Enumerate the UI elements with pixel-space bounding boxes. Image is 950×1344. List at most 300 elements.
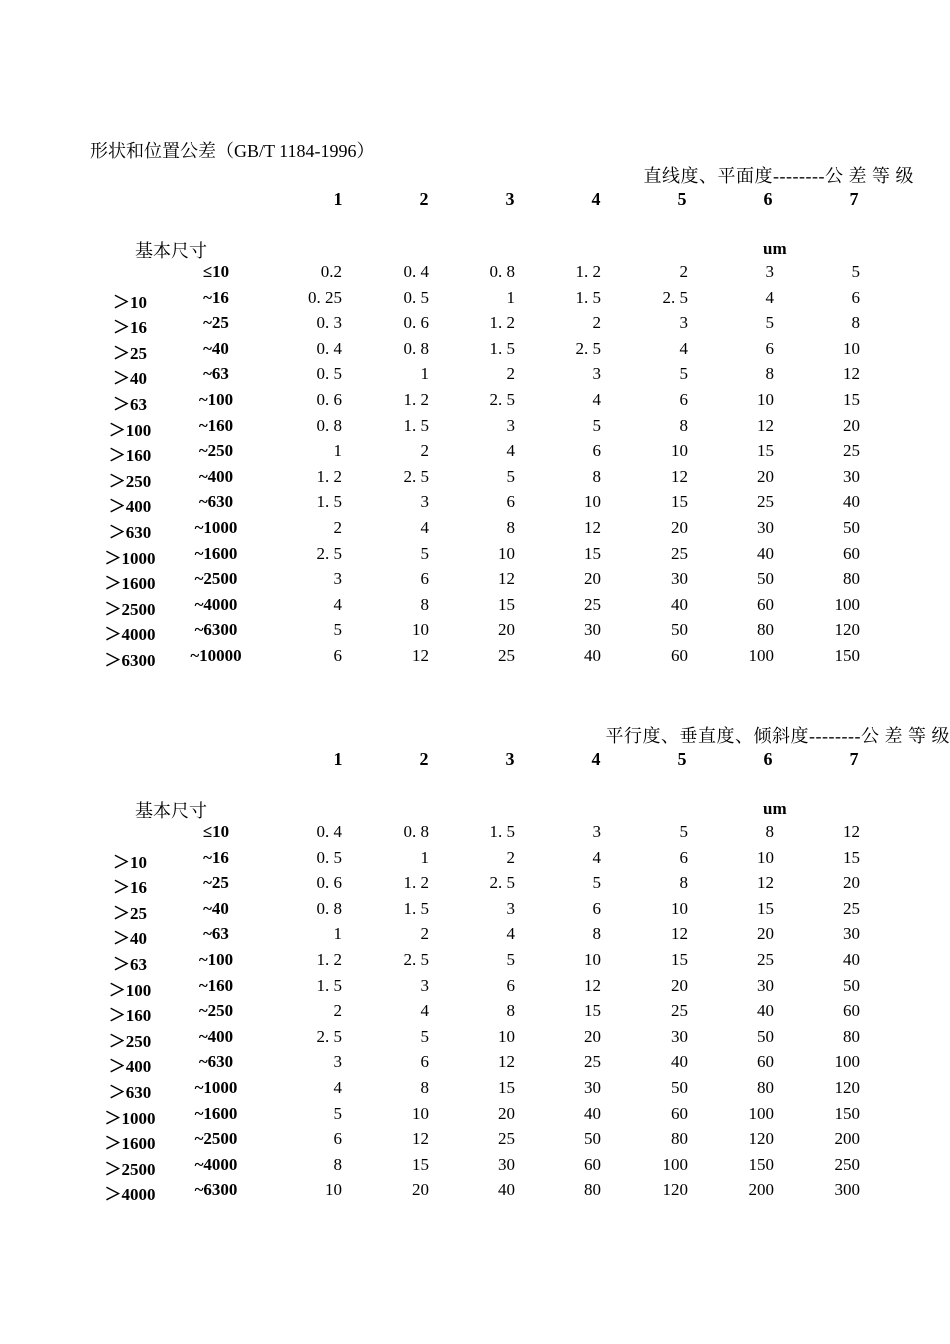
tolerance-value: 4 xyxy=(592,390,601,409)
tolerance-value: 12 xyxy=(843,364,860,384)
size-from: ＞25 xyxy=(113,903,147,923)
tolerance-value: 2 xyxy=(592,313,601,333)
tolerance-value: 12 xyxy=(498,569,515,589)
size-to: ~160 xyxy=(198,415,234,435)
table-row xyxy=(0,1027,950,1052)
tolerance-value: 120 xyxy=(748,1129,774,1149)
size-to: ~160 xyxy=(198,975,234,995)
tolerance-value: 15 xyxy=(671,950,688,969)
grade-7: 7 xyxy=(849,749,859,769)
tolerance-value: 1. 5 xyxy=(403,898,429,918)
tolerance-value: 2. 5 xyxy=(316,1026,342,1046)
tolerance-value: 5 xyxy=(420,543,429,563)
table-row xyxy=(0,416,950,441)
tolerance-value: 25 xyxy=(671,543,688,563)
size-to: ~40 xyxy=(203,338,229,358)
size-to: ~630 xyxy=(198,1052,234,1072)
tolerance-value: 2 xyxy=(679,262,688,281)
tolerance-value: 15 xyxy=(757,898,774,918)
tolerance-value: 6 xyxy=(333,1129,342,1149)
tolerance-value: 100 xyxy=(834,594,860,614)
tolerance-value: 80 xyxy=(757,1078,774,1097)
size-from: ＞1600 xyxy=(104,1134,156,1154)
size-to: ≤10 xyxy=(202,262,230,281)
size-from: ＞16 xyxy=(113,318,147,338)
tolerance-value: 0. 5 xyxy=(403,287,429,307)
tolerance-value: 1. 2 xyxy=(575,262,601,281)
tolerance-value: 3 xyxy=(679,313,688,333)
tolerance-value: 50 xyxy=(843,518,860,537)
size-to: ~2500 xyxy=(194,569,238,589)
tolerance-value: 3 xyxy=(333,1052,342,1072)
tolerance-value: 50 xyxy=(671,1078,688,1097)
table-row xyxy=(0,595,950,620)
tolerance-value: 150 xyxy=(748,1154,774,1174)
table-row xyxy=(0,1104,950,1129)
size-from: ＞40 xyxy=(113,369,147,389)
tolerance-value: 10 xyxy=(584,492,601,512)
tolerance-value: 8 xyxy=(679,415,688,435)
tolerance-value: 10 xyxy=(671,441,688,461)
size-from: ＞250 xyxy=(108,471,152,491)
tolerance-value: 10 xyxy=(671,898,688,918)
size-from: ＞2500 xyxy=(104,599,156,619)
tolerance-value: 20 xyxy=(412,1180,429,1200)
tolerance-value: 1. 5 xyxy=(316,492,342,512)
tolerance-value: 50 xyxy=(757,1026,774,1046)
table-row xyxy=(0,1001,950,1026)
size-to: ~1600 xyxy=(194,1103,238,1123)
tolerance-value: 30 xyxy=(584,1078,601,1097)
size-from: ＞4000 xyxy=(104,1185,156,1205)
tolerance-value: 10 xyxy=(757,390,774,409)
size-to: ~63 xyxy=(203,364,229,384)
tolerance-value: 20 xyxy=(498,1103,515,1123)
grade-4: 4 xyxy=(591,749,601,769)
tolerance-value: 20 xyxy=(584,569,601,589)
tolerance-value: 8 xyxy=(592,924,601,944)
table-row xyxy=(0,364,950,389)
tolerance-value: 25 xyxy=(843,441,860,461)
size-to: ~63 xyxy=(203,924,229,944)
tolerance-value: 1. 2 xyxy=(403,390,429,409)
tolerance-value: 80 xyxy=(671,1129,688,1149)
tolerance-value: 100 xyxy=(748,1103,774,1123)
tolerance-value: 0. 8 xyxy=(489,262,515,281)
grade-5: 5 xyxy=(677,189,687,209)
grade-1: 1 xyxy=(333,749,343,769)
tolerance-value: 5 xyxy=(592,873,601,893)
table-row xyxy=(0,924,950,949)
tolerance-value: 8 xyxy=(506,1001,515,1021)
tolerance-value: 100 xyxy=(748,646,774,665)
tolerance-value: 3 xyxy=(420,975,429,995)
size-to: ~25 xyxy=(203,873,229,893)
tolerance-value: 50 xyxy=(584,1129,601,1149)
table-row xyxy=(0,492,950,517)
tolerance-value: 25 xyxy=(498,646,515,665)
tolerance-value: 5 xyxy=(333,620,342,640)
tolerance-value: 15 xyxy=(498,594,515,614)
grade-2: 2 xyxy=(419,189,429,209)
grade-7: 7 xyxy=(849,189,859,209)
tolerance-value: 2 xyxy=(420,441,429,461)
tolerance-value: 2. 5 xyxy=(489,390,515,409)
tolerance-value: 4 xyxy=(506,441,515,461)
section-1-title: 直线度、平面度--------公 差 等 级 xyxy=(643,166,914,186)
table-row xyxy=(0,390,950,415)
tolerance-value: 4 xyxy=(765,287,774,307)
tolerance-value: 10 xyxy=(498,543,515,563)
tolerance-value: 12 xyxy=(757,415,774,435)
tolerance-value: 200 xyxy=(834,1129,860,1149)
tolerance-value: 2. 5 xyxy=(575,338,601,358)
tolerance-value: 40 xyxy=(498,1180,515,1200)
tolerance-value: 120 xyxy=(662,1180,688,1200)
table-row xyxy=(0,569,950,594)
tolerance-value: 6 xyxy=(592,898,601,918)
size-to: ~1600 xyxy=(194,543,238,563)
table-row xyxy=(0,899,950,924)
table-row xyxy=(0,1129,950,1154)
table-row xyxy=(0,313,950,338)
tolerance-value: 0. 25 xyxy=(308,287,342,307)
tolerance-value: 5 xyxy=(851,262,860,281)
tolerance-value: 25 xyxy=(584,594,601,614)
tolerance-value: 12 xyxy=(671,466,688,486)
size-to: ~2500 xyxy=(194,1129,238,1149)
size-from: ＞400 xyxy=(108,497,152,517)
tolerance-value: 40 xyxy=(757,1001,774,1021)
tolerance-value: 0. 6 xyxy=(403,313,429,333)
tolerance-value: 250 xyxy=(834,1154,860,1174)
size-to: ~40 xyxy=(203,898,229,918)
tolerance-value: 0. 3 xyxy=(316,313,342,333)
tolerance-value: 2. 5 xyxy=(316,543,342,563)
tolerance-value: 25 xyxy=(757,492,774,512)
tolerance-value: 6 xyxy=(333,646,342,665)
size-from: ＞40 xyxy=(113,929,147,949)
tolerance-value: 10 xyxy=(412,1103,429,1123)
table-row xyxy=(0,1078,950,1103)
tolerance-value: 25 xyxy=(671,1001,688,1021)
tolerance-value: 8 xyxy=(506,518,515,537)
size-to: ~4000 xyxy=(194,594,238,614)
size-to: ~100 xyxy=(198,390,234,409)
tolerance-value: 2. 5 xyxy=(662,287,688,307)
tolerance-value: 10 xyxy=(757,847,774,867)
tolerance-value: 6 xyxy=(506,975,515,995)
tolerance-value: 50 xyxy=(843,975,860,995)
tolerance-value: 80 xyxy=(843,1026,860,1046)
tolerance-value: 1. 5 xyxy=(575,287,601,307)
grade-6: 6 xyxy=(763,749,773,769)
tolerance-value: 5 xyxy=(506,466,515,486)
tolerance-value: 6 xyxy=(420,1052,429,1072)
section-1-base-size-label: 基本尺寸 xyxy=(135,241,207,261)
size-to: ~630 xyxy=(198,492,234,512)
tolerance-value: 1 xyxy=(333,924,342,944)
tolerance-value: 60 xyxy=(757,594,774,614)
tolerance-value: 0. 4 xyxy=(316,338,342,358)
tolerance-value: 3 xyxy=(765,262,774,281)
size-from: ＞25 xyxy=(113,343,147,363)
tolerance-value: 1. 5 xyxy=(489,822,515,841)
tolerance-value: 1. 5 xyxy=(403,415,429,435)
table-row xyxy=(0,873,950,898)
tolerance-value: 1. 2 xyxy=(489,313,515,333)
tolerance-value: 3 xyxy=(420,492,429,512)
size-from: ＞630 xyxy=(108,1083,152,1102)
tolerance-value: 20 xyxy=(843,415,860,435)
size-to: ~250 xyxy=(198,1001,234,1021)
size-to: ≤10 xyxy=(202,822,230,841)
tolerance-value: 8 xyxy=(765,364,774,384)
tolerance-value: 2 xyxy=(506,847,515,867)
tolerance-value: 8 xyxy=(851,313,860,333)
tolerance-value: 1. 2 xyxy=(316,466,342,486)
tolerance-value: 60 xyxy=(757,1052,774,1072)
table-row xyxy=(0,620,950,645)
tolerance-value: 25 xyxy=(757,950,774,969)
tolerance-value: 2 xyxy=(333,1001,342,1021)
section-2-base-size-label: 基本尺寸 xyxy=(135,801,207,821)
size-from: ＞10 xyxy=(113,292,147,312)
tolerance-value: 150 xyxy=(834,646,860,665)
tolerance-value: 8 xyxy=(765,822,774,841)
tolerance-value: 1 xyxy=(420,847,429,867)
tolerance-value: 5 xyxy=(506,950,515,969)
tolerance-value: 0. 6 xyxy=(316,873,342,893)
tolerance-value: 5 xyxy=(592,415,601,435)
tolerance-value: 0. 4 xyxy=(316,822,342,841)
size-from: ＞1000 xyxy=(104,548,156,568)
tolerance-value: 5 xyxy=(420,1026,429,1046)
tolerance-value: 8 xyxy=(420,1078,429,1097)
tolerance-value: 6 xyxy=(851,287,860,307)
table-row xyxy=(0,262,950,287)
tolerance-value: 0. 5 xyxy=(316,364,342,384)
tolerance-value: 30 xyxy=(757,518,774,537)
tolerance-value: 40 xyxy=(757,543,774,563)
tolerance-value: 25 xyxy=(498,1129,515,1149)
tolerance-value: 30 xyxy=(584,620,601,640)
tolerance-value: 20 xyxy=(671,975,688,995)
table-row xyxy=(0,544,950,569)
tolerance-value: 25 xyxy=(584,1052,601,1072)
tolerance-value: 12 xyxy=(843,822,860,841)
grade-3: 3 xyxy=(505,749,515,769)
tolerance-value: 15 xyxy=(843,847,860,867)
size-to: ~100 xyxy=(198,950,234,969)
tolerance-value: 30 xyxy=(671,1026,688,1046)
size-to: ~25 xyxy=(203,313,229,333)
tolerance-value: 15 xyxy=(843,390,860,409)
tolerance-value: 6 xyxy=(679,390,688,409)
size-to: ~1000 xyxy=(194,1078,238,1097)
tolerance-value: 0. 8 xyxy=(316,898,342,918)
tolerance-value: 2. 5 xyxy=(403,950,429,969)
tolerance-value: 100 xyxy=(662,1154,688,1174)
tolerance-value: 25 xyxy=(843,898,860,918)
tolerance-value: 20 xyxy=(584,1026,601,1046)
tolerance-value: 10 xyxy=(843,338,860,358)
tolerance-value: 4 xyxy=(506,924,515,944)
tolerance-value: 1 xyxy=(420,364,429,384)
tolerance-value: 80 xyxy=(584,1180,601,1200)
tolerance-value: 5 xyxy=(333,1103,342,1123)
tolerance-value: 1 xyxy=(333,441,342,461)
table-row xyxy=(0,976,950,1001)
tolerance-value: 4 xyxy=(420,518,429,537)
tolerance-value: 0. 4 xyxy=(403,262,429,281)
tolerance-value: 4 xyxy=(592,847,601,867)
size-to: ~6300 xyxy=(194,1180,238,1200)
tolerance-value: 15 xyxy=(757,441,774,461)
tolerance-value: 12 xyxy=(757,873,774,893)
tolerance-value: 50 xyxy=(757,569,774,589)
tolerance-value: 2 xyxy=(420,924,429,944)
tolerance-value: 8 xyxy=(333,1154,342,1174)
tolerance-value: 200 xyxy=(748,1180,774,1200)
table-row xyxy=(0,646,950,671)
tolerance-value: 8 xyxy=(592,466,601,486)
size-to: ~400 xyxy=(198,1026,234,1046)
tolerance-value: 150 xyxy=(834,1103,860,1123)
tolerance-value: 0. 8 xyxy=(403,822,429,841)
tolerance-value: 6 xyxy=(420,569,429,589)
tolerance-value: 1. 5 xyxy=(316,975,342,995)
tolerance-value: 40 xyxy=(584,646,601,665)
tolerance-value: 4 xyxy=(420,1001,429,1021)
tolerance-value: 0. 5 xyxy=(316,847,342,867)
tolerance-value: 12 xyxy=(412,1129,429,1149)
size-from: ＞1000 xyxy=(104,1108,156,1128)
tolerance-value: 6 xyxy=(592,441,601,461)
table-row xyxy=(0,518,950,543)
table-row xyxy=(0,1180,950,1205)
section-1-unit: um xyxy=(763,239,787,258)
tolerance-value: 30 xyxy=(498,1154,515,1174)
tolerance-value: 1. 5 xyxy=(489,338,515,358)
tolerance-value: 20 xyxy=(757,924,774,944)
tolerance-value: 6 xyxy=(765,338,774,358)
tolerance-value: 40 xyxy=(584,1103,601,1123)
table-row xyxy=(0,339,950,364)
table-row xyxy=(0,822,950,847)
tolerance-value: 3 xyxy=(592,822,601,841)
size-to: ~16 xyxy=(203,287,229,307)
tolerance-value: 15 xyxy=(498,1078,515,1097)
grade-4: 4 xyxy=(591,189,601,209)
tolerance-value: 80 xyxy=(843,569,860,589)
tolerance-value: 60 xyxy=(671,1103,688,1123)
tolerance-value: 50 xyxy=(671,620,688,640)
tolerance-value: 6 xyxy=(679,847,688,867)
tolerance-value: 15 xyxy=(671,492,688,512)
tolerance-value: 3 xyxy=(506,415,515,435)
tolerance-value: 10 xyxy=(498,1026,515,1046)
tolerance-value: 20 xyxy=(757,466,774,486)
tolerance-value: 8 xyxy=(420,594,429,614)
tolerance-value: 120 xyxy=(834,1078,860,1097)
size-from: ＞16 xyxy=(113,878,147,898)
grade-3: 3 xyxy=(505,189,515,209)
size-from: ＞63 xyxy=(113,395,147,414)
tolerance-value: 4 xyxy=(333,1078,342,1097)
size-from: ＞160 xyxy=(108,446,152,466)
tolerance-value: 6 xyxy=(506,492,515,512)
tolerance-value: 60 xyxy=(843,1001,860,1021)
tolerance-value: 12 xyxy=(412,646,429,665)
tolerance-value: 10 xyxy=(412,620,429,640)
tolerance-value: 60 xyxy=(584,1154,601,1174)
tolerance-value: 12 xyxy=(584,518,601,537)
tolerance-value: 40 xyxy=(671,594,688,614)
tolerance-value: 0.2 xyxy=(320,262,342,281)
size-to: ~4000 xyxy=(194,1154,238,1174)
tolerance-value: 30 xyxy=(843,924,860,944)
tolerance-value: 40 xyxy=(843,492,860,512)
tolerance-value: 15 xyxy=(584,543,601,563)
tolerance-value: 20 xyxy=(671,518,688,537)
table-row xyxy=(0,848,950,873)
tolerance-value: 60 xyxy=(843,543,860,563)
size-to: ~10000 xyxy=(190,646,242,665)
tolerance-value: 40 xyxy=(671,1052,688,1072)
size-from: ＞4000 xyxy=(104,625,156,645)
tolerance-value: 15 xyxy=(584,1001,601,1021)
table-row xyxy=(0,1052,950,1077)
tolerance-value: 2 xyxy=(506,364,515,384)
tolerance-value: 1. 2 xyxy=(403,873,429,893)
size-from: ＞6300 xyxy=(104,651,156,670)
section-2-title: 平行度、垂直度、倾斜度--------公 差 等 级 xyxy=(605,726,950,746)
size-from: ＞63 xyxy=(113,955,147,974)
size-from: ＞100 xyxy=(108,980,152,1000)
tolerance-value: 3 xyxy=(333,569,342,589)
section-2-unit: um xyxy=(763,799,787,818)
size-from: ＞2500 xyxy=(104,1159,156,1179)
table-row xyxy=(0,1155,950,1180)
size-from: ＞630 xyxy=(108,523,152,542)
tolerance-value: 5 xyxy=(765,313,774,333)
tolerance-value: 300 xyxy=(834,1180,860,1200)
tolerance-value: 10 xyxy=(584,950,601,969)
tolerance-value: 1. 2 xyxy=(316,950,342,969)
grade-1: 1 xyxy=(333,189,343,209)
size-from: ＞160 xyxy=(108,1006,152,1026)
tolerance-value: 3 xyxy=(506,898,515,918)
tolerance-value: 30 xyxy=(843,466,860,486)
grade-2: 2 xyxy=(419,749,429,769)
size-from: ＞1600 xyxy=(104,574,156,594)
document-title: 形状和位置公差（GB/T 1184-1996） xyxy=(90,141,375,161)
size-to: ~1000 xyxy=(194,518,238,537)
tolerance-value: 30 xyxy=(757,975,774,995)
tolerance-value: 3 xyxy=(592,364,601,384)
size-to: ~400 xyxy=(198,466,234,486)
tolerance-value: 12 xyxy=(498,1052,515,1072)
tolerance-value: 5 xyxy=(679,822,688,841)
table-row xyxy=(0,467,950,492)
size-from: ＞250 xyxy=(108,1031,152,1051)
grade-6: 6 xyxy=(763,189,773,209)
size-from: ＞400 xyxy=(108,1057,152,1077)
tolerance-value: 8 xyxy=(679,873,688,893)
size-to: ~250 xyxy=(198,441,234,461)
tolerance-value: 2. 5 xyxy=(489,873,515,893)
